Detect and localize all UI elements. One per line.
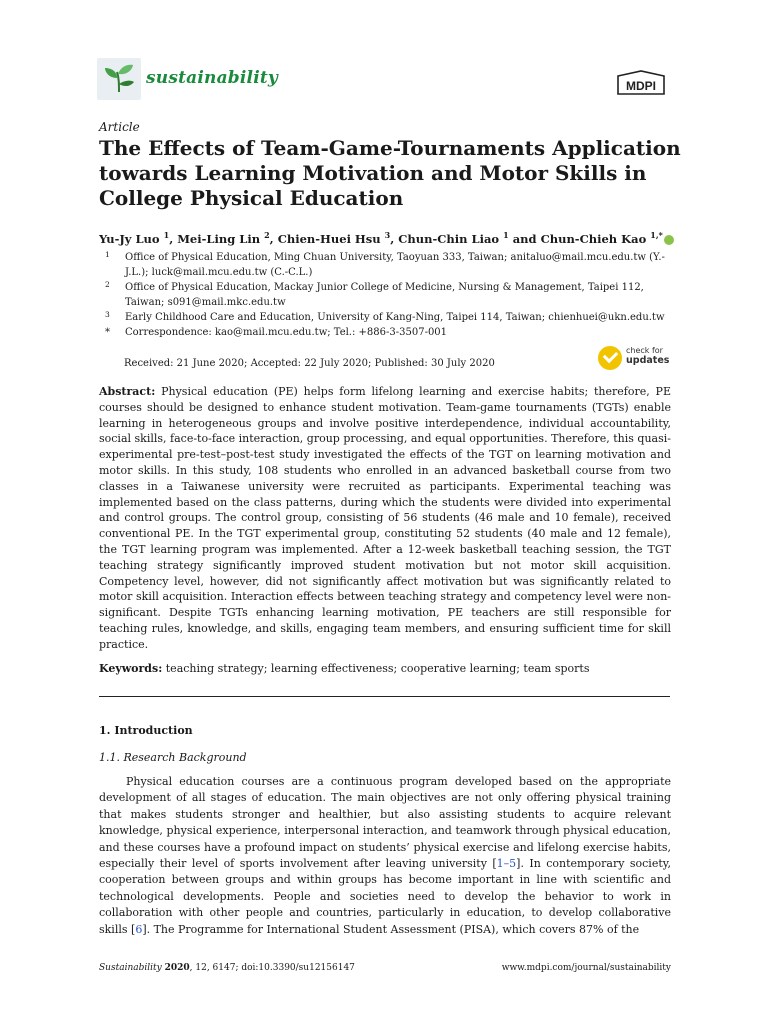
keywords-text: teaching strategy; learning effectiveness; cooperative learning; team sports <box>165 662 590 675</box>
affiliation-item <box>105 310 685 325</box>
affiliation-item <box>105 250 685 280</box>
affiliation-number: 1 <box>105 250 110 259</box>
section-heading: 1. Introduction <box>99 724 193 737</box>
author-name: Yu-Jy Luo <box>99 231 160 246</box>
citation-link[interactable]: 6 <box>135 922 143 936</box>
abstract <box>99 384 671 653</box>
keywords-label: Keywords: <box>99 662 163 675</box>
footer-citation <box>99 963 355 973</box>
author-affil-sup: 1 <box>503 230 509 240</box>
author-affil-sup: 3 <box>384 230 391 240</box>
correspondence-mark: * <box>105 327 110 338</box>
author-list: Yu-Jy Luo $^1$, Mei-Ling Lin $^2$, Chien-Huei Hsu $^3$, Chun-Chin Liao $^1$ and Chun-Chieh Kao $^{1,*}$ <box>99 230 679 246</box>
paragraph-text: ]. The Programme for International Student Assessment (PISA), which covers 87% of the <box>142 922 640 936</box>
article-title: The Effects of Team-Game-Tournaments Application towards Learning Motivation and Motor Skills in College Physical Education <box>99 136 681 210</box>
affiliation-list <box>105 250 685 340</box>
journal-name: sustainability <box>146 68 278 88</box>
check-updates-line1: check for <box>626 346 663 355</box>
correspondence-text: Correspondence: kao@mail.mcu.edu.tw; Tel.: +886-3-3507-001 <box>125 327 448 338</box>
abstract-label: Abstract: <box>99 385 156 398</box>
author-name: Chun-Chin Liao <box>398 231 500 246</box>
check-updates-text <box>626 346 669 366</box>
affiliation-item <box>105 280 685 310</box>
article-type: Article <box>99 120 140 134</box>
footer-journal-url[interactable]: www.mdpi.com/journal/sustainability <box>501 963 671 973</box>
author-affil-sup: 1,* <box>650 230 663 240</box>
footer-journal: Sustainability <box>99 963 162 973</box>
publisher-label: MDPI <box>626 79 656 93</box>
check-updates-line2: updates <box>626 355 670 366</box>
journal-logo <box>97 58 141 100</box>
check-for-updates-badge[interactable] <box>598 344 678 374</box>
author-affil-sup: 1 <box>163 230 170 240</box>
publication-dates: Received: 21 June 2020; Accepted: 22 July 2020; Published: 30 July 2020 <box>124 358 495 369</box>
paragraph-text: ]. In contemporary society, cooperation between groups and within groups has become important in line with scientific and technological developments. People and societies need to develop the behavior to work in collaboration with other people and countries, particularly in education, to develop collaborative skills [ <box>99 857 672 936</box>
body-paragraph <box>99 774 671 938</box>
abstract-text: Physical education (PE) helps form lifelong learning and exercise habits; therefore, PE courses should be designed to enhance student motivation. Team-game tournaments (TGTs) enable learning in heterogeneous groups and involve positive interdependence, individual accountability, social skills, face-to-face interaction, group processing, and equal opportunities. Therefore, this quasi-experimental pre-test–post-test study investigated the effects of the TGT on learning motivation and motor skills. In this study, 108 students who enrolled in an advanced basketball course from two classes in a Taiwanese university were recruited as participants. Experimental teaching was implemented based on the class patterns, during which the students were divided into experimental and control groups. The control group, consisting of 56 students (46 male and 10 female), received conventional PE. In the TGT experimental group, constituting 52 students (40 male and 12 female), the TGT learning program was implemented. After a 12-week basketball teaching session, the TGT teaching strategy significantly improved student motivation but not motor skill acquisition. Competency level, however, did not significantly affect motivation but was significantly related to motor skill acquisition. Interaction effects between teaching strategy and competency level were non-significant. Despite TGTs enhancing learning motivation, PE teachers are still responsible for teaching rules, knowledge, and skills, engaging team members, and ensuring sufficient time for skill practice. <box>99 385 671 651</box>
author-name: Chun-Chieh Kao <box>540 231 647 246</box>
affiliation-text: Office of Physical Education, Ming Chuan University, Taoyuan 333, Taiwan; anitaluo@mail.mcu.edu.tw (Y.-J.L.); luck@mail.mcu.edu.tw (C.-C.L.) <box>125 252 665 278</box>
affiliation-text: Office of Physical Education, Mackay Junior College of Medicine, Nursing & Management, Taipei 112, Taiwan; s091@mail.mkc.edu.tw <box>125 282 644 308</box>
subsection-heading: 1.1. Research Background <box>99 751 247 764</box>
paragraph-text: Physical education courses are a continuous program developed based on the appropriate development of all stages of education. The main objectives are not only offering physical training that makes students stronger and healthier, but also assisting students to acquire relevant knowledge, physical experience, interpersonal interaction, and teamwork through physical education, and these courses have a profound impact on students’ physical exercise and lifelong exercise habits, especially their level of sports involvement after leaving university [ <box>99 775 671 871</box>
author-name: Mei-Ling Lin <box>177 231 261 246</box>
checkmark-icon <box>598 346 622 370</box>
footer-year: 2020 <box>164 963 190 973</box>
footer-doi: , 12, 6147; doi:10.3390/su12156147 <box>189 963 355 973</box>
section-divider <box>99 696 670 697</box>
author-name: Chien-Huei Hsu <box>277 231 381 246</box>
citation-link[interactable]: 1–5 <box>496 857 517 871</box>
orcid-icon[interactable] <box>664 235 674 245</box>
author-affil-sup: 2 <box>264 230 270 240</box>
affiliation-number: 2 <box>105 280 110 289</box>
affiliation-number: 3 <box>105 310 110 319</box>
affiliation-text: Early Childhood Care and Education, University of Kang-Ning, Taipei 114, Taiwan; chienhuei@ukn.edu.tw <box>125 312 665 323</box>
keywords <box>99 662 671 675</box>
mdpi-logo <box>612 70 670 98</box>
correspondence-item <box>105 325 685 340</box>
